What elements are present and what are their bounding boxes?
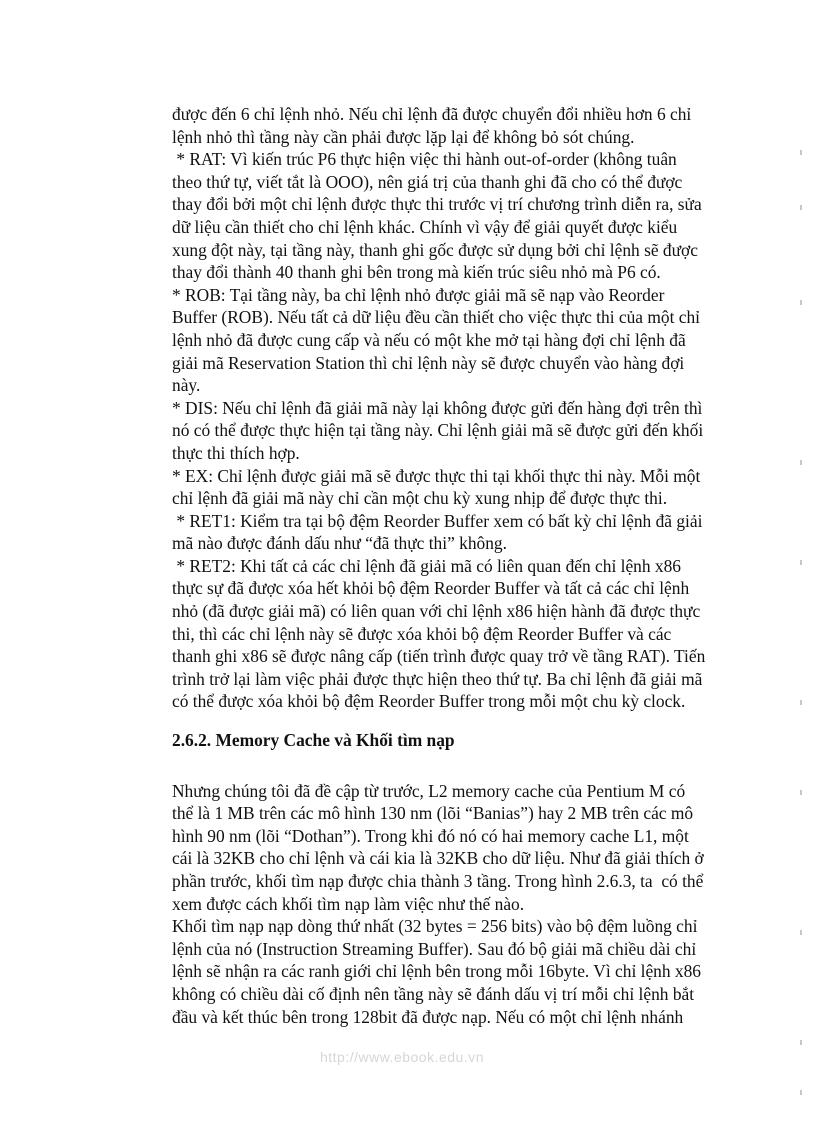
edge-mark xyxy=(800,205,802,210)
edge-mark xyxy=(800,560,802,565)
paragraph-dis-stage: * DIS: Nếu chỉ lệnh đã giải mã này lại không được gửi đến hàng đợi trên thì nó có thể được thực hiện tại tầng này. Chỉ lệnh giải mã sẽ được gửi đến khối thực thi thích hợp. xyxy=(172,397,704,463)
paragraph-ret2-stage: * RET2: Khi tất cả các chỉ lệnh đã giải mã có liên quan đến chỉ lệnh x86 thực sự đã được xóa hết khỏi bộ đệm Reorder Buffer và tất cả các chỉ lệnh nhỏ (đã được giải mã) có liên quan với chỉ lệnh x86 hiện hành đã được thực thi, thì các chỉ lệnh này sẽ được xóa khỏi bộ đệm Reorder Buffer và các thanh ghi x86 sẽ được nâng cấp (tiến trình được quay trở về tầng RAT). Tiến trình trở lại làm việc phải được thực hiện theo thứ tự. Ba chỉ lệnh đã giải mã có thể được xóa khỏi bộ đệm Reorder Buffer trong mỗi một chu kỳ clock. xyxy=(172,555,706,712)
page-footer xyxy=(0,1049,816,1065)
paragraph-fetch-unit: Khối tìm nạp nạp dòng thứ nhất (32 bytes = 256 bits) vào bộ đệm luồng chỉ lệnh của nó (Instruction Streaming Buffer). Sau đó bộ giải mã chiều dài chỉ lệnh sẽ nhận ra các ranh giới chỉ lệnh bên trong mỗi 16byte. Vì chỉ lệnh x86 không có chiều dài cố định nên tầng này sẽ đánh dấu vị trí mỗi chỉ lệnh bắt đầu và kết thúc bên trong 128bit đã được nạp. Nếu có một chỉ lệnh nhánh xyxy=(172,916,702,1027)
paragraph-rob-stage: * ROB: Tại tầng này, ba chỉ lệnh nhỏ được giải mã sẽ nạp vào Reorder Buffer (ROB). Nếu tất cả dữ liệu đều cần thiết cho việc thực thi của một chỉ lệnh nhỏ đã được cung cấp và nếu có một khe mở tại hàng đợi chỉ lệnh đã giải mã Reservation Station thì chỉ lệnh này sẽ được chuyển vào hàng đợi này. xyxy=(172,284,701,396)
scan-edge-marks xyxy=(800,0,804,1123)
edge-mark xyxy=(800,1090,802,1095)
edge-mark xyxy=(800,930,802,935)
paragraph-rat-stage: * RAT: Vì kiến trúc P6 thực hiện việc thi hành out-of-order (không tuân theo thứ tự, viết tắt là OOO), nên giá trị của thanh ghi đã cho có thể được thay đổi bởi một chỉ lệnh được thực thi trước vị trí chương trình diễn ra, sửa dữ liệu cần thiết cho chỉ lệnh khác. Chính vì vậy để giải quyết được kiểu xung đột này, tại tầng này, thanh ghi gốc được sử dụng bởi chỉ lệnh sẽ được thay đổi thành 40 thanh ghi bên trong mà kiến trúc siêu nhỏ mà P6 có. xyxy=(172,149,702,283)
paragraph-continued-decode: được đến 6 chỉ lệnh nhỏ. Nếu chỉ lệnh đã được chuyển đổi nhiều hơn 6 chỉ lệnh nhỏ thì tầng này cần phải được lặp lại để không bỏ sót chúng. xyxy=(172,104,692,147)
edge-mark xyxy=(800,1040,802,1045)
paragraph-ret1-stage: * RET1: Kiểm tra tại bộ đệm Reorder Buffer xem có bất kỳ chỉ lệnh đã giải mã nào được đánh dấu như “đã thực thi” không. xyxy=(172,510,703,554)
page-body xyxy=(172,103,762,1028)
paragraph-memory-cache: Nhưng chúng tôi đã đề cập từ trước, L2 memory cache của Pentium M có thể là 1 MB trên các mô hình 130 nm (lõi “Banias”) hay 2 MB trên các mô hình 90 nm (lõi “Dothan”). Trong khi đó nó có hai memory cache L1, một cái là 32KB cho chỉ lệnh và cái kia là 32KB cho dữ liệu. Như đã giải thích ở phần trước, khối tìm nạp được chia thành 3 tầng. Trong hình 2.6.3, ta có thể xem được cách khối tìm nạp làm việc như thế nào. xyxy=(172,780,704,914)
section-heading: 2.6.2. Memory Cache và Khối tìm nạp xyxy=(172,730,455,751)
edge-mark xyxy=(800,790,802,795)
edge-mark xyxy=(800,460,802,465)
edge-mark xyxy=(800,300,802,305)
watermark-url: http://www.ebook.edu.vn xyxy=(319,1049,485,1065)
edge-mark xyxy=(800,700,802,705)
paragraph-ex-stage: * EX: Chỉ lệnh được giải mã sẽ được thực thi tại khối thực thi này. Mỗi một chỉ lệnh đã giải mã này chỉ cần một chu kỳ xung nhịp để được thực thi. xyxy=(172,465,701,509)
edge-mark xyxy=(800,150,802,155)
